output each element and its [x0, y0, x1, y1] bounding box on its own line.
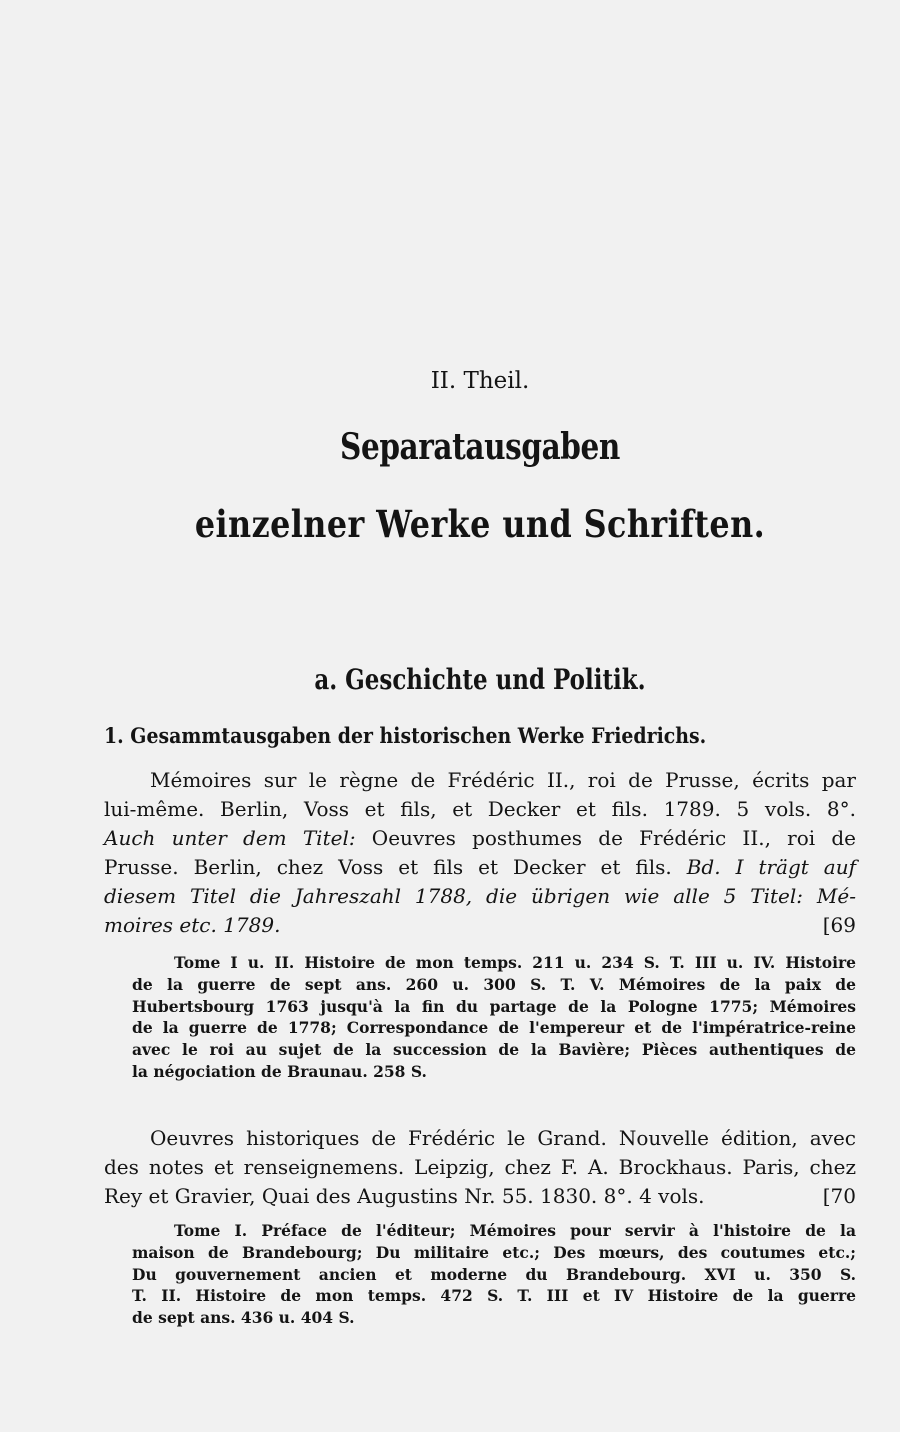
- italic-note: diesem Titel die Jahreszahl 1788, die übrigen wie alle 5 Titel: Mé-: [104, 884, 856, 908]
- note-line: la négociation de Braunau. 258 S.: [132, 1061, 427, 1081]
- note-line: de la guerre de sept ans. 260 u. 300 S. T. V. Mémoires de la paix de: [132, 974, 856, 994]
- note-line: avec le roi au sujet de la succession de la Bavière; Pièces authentiques de: [132, 1040, 856, 1060]
- entry-line: lui-même. Berlin, Voss et fils, et Decker et fils. 1789. 5 vols. 8°.: [104, 797, 856, 821]
- subheading: a. Geschichte und Politik.: [314, 663, 646, 696]
- note-line: de sept ans. 436 u. 404 S.: [132, 1308, 355, 1328]
- entry-line: Mémoires sur le règne de Frédéric II., roi de Prusse, écrits par: [150, 768, 856, 792]
- entry-number: [70: [822, 1184, 856, 1208]
- italic-note: moires etc. 1789.: [104, 913, 281, 937]
- contents-note-69: [132, 952, 856, 1083]
- show-through-text: [110, 82, 850, 217]
- entry-line: Oeuvres historiques de Frédéric le Grand. Nouvelle édition, avec: [150, 1126, 856, 1150]
- title-line-1: Separatausgaben: [340, 426, 620, 468]
- note-line: T. II. Histoire de mon temps. 472 S. T. III et IV Histoire de la guerre: [132, 1286, 856, 1306]
- entry-line: Auch unter dem Titel: Oeuvres posthumes de Frédéric II., roi de: [104, 826, 856, 850]
- entry-line: Rey et Gravier, Quai des Augustins Nr. 55. 1830. 8°. 4 vols. [70: [104, 1182, 856, 1211]
- entry-line: [104, 911, 856, 940]
- note-line: de la guerre de 1778; Correspondance de l'empereur et de l'impératrice-reine: [132, 1018, 856, 1038]
- note-line: Tome I. Préface de l'éditeur; Mémoires pour servir à l'histoire de la: [174, 1221, 856, 1240]
- note-line: Du gouvernement ancien et moderne du Brandebourg. XVI u. 350 S.: [132, 1264, 856, 1284]
- bibliography-entry-70: [104, 1124, 856, 1211]
- entry-line: des notes et renseignemens. Leipzig, chez F. A. Brockhaus. Paris, chez: [104, 1155, 856, 1179]
- note-line: Hubertsbourg 1763 jusqu'à la fin du partage de la Pologne 1775; Mémoires: [132, 996, 856, 1016]
- entry-line: Prusse. Berlin, chez Voss et fils et Decker et fils. Bd. I trägt auf: [104, 855, 856, 879]
- title-line-2: einzelner Werke und Schriften.: [194, 502, 766, 546]
- bibliography-entry-69: [104, 766, 856, 940]
- italic-note: Bd. I trägt auf: [686, 855, 856, 879]
- note-line: maison de Brandebourg; Du militaire etc.; Des mœurs, des coutumes etc.;: [132, 1242, 856, 1262]
- contents-note-70: [132, 1220, 856, 1329]
- italic-note: Auch unter dem Titel:: [104, 826, 356, 850]
- section-heading: 1. Gesammtausgaben der historischen Werke Friedrichs.: [104, 723, 707, 748]
- part-heading: II. Theil.: [430, 368, 530, 394]
- entry-number: [69: [822, 913, 856, 937]
- entry-line: [104, 882, 856, 911]
- note-line: Tome I u. II. Histoire de mon temps. 211 u. 234 S. T. III u. IV. Histoire: [174, 953, 856, 972]
